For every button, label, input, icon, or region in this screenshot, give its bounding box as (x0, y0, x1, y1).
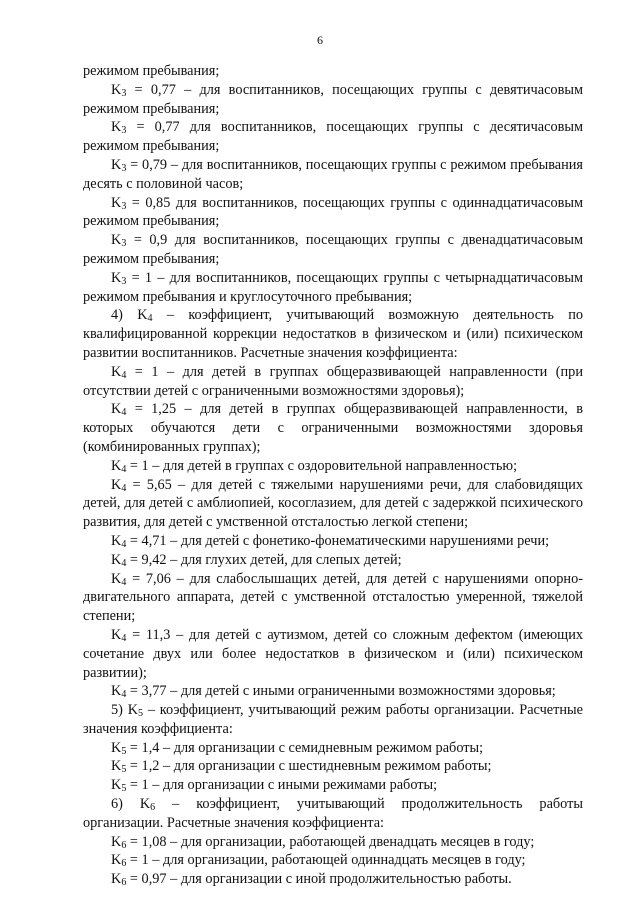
coefficient-symbol: K (111, 457, 122, 474)
paragraph (83, 870, 583, 889)
coefficient-subscript: 6 (150, 802, 156, 814)
coefficient-symbol: 5) K (111, 702, 139, 719)
paragraph-text: = 0,85 для воспитанников, посещающих группы с одиннадцатичасовым режимом пребывания; (83, 194, 583, 230)
coefficient-symbol: K (111, 551, 122, 568)
coefficient-symbol: K (111, 777, 122, 794)
coefficient-symbol: K (111, 871, 122, 888)
paragraph-text: = 5,65 – для детей с тяжелыми нарушениями речи, для слабовидящих детей, для детей с амблиопией, косоглазием, для детей с задержкой психического развития, для детей с умственной отсталостью легкой степени; (83, 476, 583, 531)
coefficient-subscript: 4 (121, 407, 127, 419)
paragraph (83, 532, 583, 551)
paragraph-text: = 7,06 – для слабослышащих детей, для детей с нарушениями опорно-двигательного аппарата, детей с умственной отсталостью умеренной, тяжелой степени; (83, 570, 583, 625)
coefficient-subscript: 4 (121, 463, 127, 475)
paragraph (83, 682, 583, 701)
coefficient-symbol: K (111, 81, 122, 98)
paragraph (83, 851, 583, 870)
coefficient-symbol: K (111, 758, 122, 775)
coefficient-subscript: 4 (121, 369, 127, 381)
coefficient-subscript: 4 (121, 689, 127, 701)
paragraph-text: = 0,97 – для организации с иной продолжительностью работы. (126, 871, 512, 888)
paragraph (83, 81, 583, 119)
paragraph-text: = 1,25 – для детей в группах общеразвивающей направленности, в которых обучаются дети с ограниченными возможностями здоровья (комбинированных группах); (83, 401, 583, 455)
document-body (83, 62, 583, 889)
coefficient-symbol: K (111, 232, 122, 249)
paragraph (83, 626, 583, 682)
paragraph-text: = 1 – для организации, работающей одиннадцать месяцев в году; (126, 852, 526, 869)
paragraph-text: = 1 – для воспитанников, посещающих группы с четырнадцатичасовым режимом пребывания и круглосуточного пребывания; (83, 269, 583, 305)
coefficient-subscript: 4 (121, 632, 127, 644)
paragraph (83, 231, 583, 269)
coefficient-subscript: 6 (121, 839, 127, 851)
coefficient-subscript: 4 (121, 576, 127, 588)
coefficient-symbol: K (111, 833, 122, 850)
paragraph-text: = 0,77 для воспитанников, посещающих группы с десятичасовым режимом пребывания; (83, 119, 583, 155)
coefficient-symbol: 4) K (111, 307, 148, 324)
paragraph (83, 457, 583, 476)
paragraph (83, 118, 583, 156)
coefficient-symbol: K (111, 852, 122, 869)
coefficient-symbol: K (111, 683, 122, 700)
paragraph-text: = 1 – для детей в группах с оздоровительной направленностью; (126, 457, 518, 474)
paragraph (83, 194, 583, 232)
coefficient-symbol: 6) K (111, 796, 151, 813)
paragraph-text: режимом пребывания; (83, 63, 220, 79)
coefficient-subscript: 6 (121, 858, 127, 870)
coefficient-subscript: 5 (121, 764, 127, 776)
paragraph-text: = 1 – для организации с иными режимами работы; (126, 777, 438, 794)
paragraph-text: – коэффициент, учитывающий режим работы организации. Расчетные значения коэффициента: (83, 702, 584, 737)
coefficient-subscript: 3 (121, 125, 127, 137)
coefficient-symbol: K (111, 626, 122, 643)
coefficient-symbol: K (111, 532, 122, 549)
paragraph-text: = 11,3 – для детей с аутизмом, детей со сложным дефектом (имеющих сочетание двух или более недостатков в физическом и (или) психическом развитии); (83, 626, 583, 681)
coefficient-symbol: K (111, 570, 122, 587)
coefficient-subscript: 6 (121, 877, 127, 889)
coefficient-subscript: 3 (121, 275, 127, 287)
coefficient-subscript: 4 (147, 313, 153, 325)
paragraph-text: = 1,08 – для организации, работающей двенадцать месяцев в году; (126, 833, 535, 850)
coefficient-symbol: K (111, 269, 122, 286)
coefficient-subscript: 3 (121, 87, 127, 99)
paragraph (83, 476, 583, 532)
paragraph (83, 62, 583, 81)
paragraph (83, 701, 583, 739)
paragraph (83, 551, 583, 570)
coefficient-subscript: 5 (121, 745, 127, 757)
coefficient-symbol: K (111, 156, 122, 173)
paragraph-text: = 3,77 – для детей с иными ограниченными возможностями здоровья; (126, 683, 556, 700)
paragraph-text: = 1,4 – для организации с семидневным режимом работы; (126, 739, 484, 756)
paragraph-text: – коэффициент, учитывающий продолжительность работы организации. Расчетные значения коэффициента: (83, 796, 583, 831)
coefficient-subscript: 3 (121, 162, 127, 174)
paragraph (83, 757, 583, 776)
paragraph (83, 363, 583, 401)
coefficient-symbol: K (111, 739, 122, 756)
page-number: 6 (317, 33, 323, 47)
coefficient-symbol: K (111, 401, 122, 418)
coefficient-subscript: 5 (121, 783, 127, 795)
paragraph-text: = 1 – для детей в группах общеразвивающей направленности (при отсутствии детей с ограниченными возможностями здоровья); (83, 363, 583, 399)
paragraph (83, 795, 583, 833)
coefficient-symbol: K (111, 363, 122, 380)
paragraph-text: = 0,77 – для воспитанников, посещающих группы с девятичасовым режимом пребывания; (83, 81, 583, 117)
paragraph (83, 306, 583, 362)
paragraph-text: – коэффициент, учитывающий возможную деятельность по квалифицированной коррекции недостатков в физическом и (или) психическом развитии воспитанников. Расчетные значения коэффициента: (83, 307, 583, 361)
coefficient-subscript: 3 (121, 238, 127, 250)
coefficient-subscript: 4 (121, 538, 127, 550)
coefficient-subscript: 4 (121, 557, 127, 569)
paragraph (83, 776, 583, 795)
coefficient-symbol: K (111, 119, 122, 136)
coefficient-symbol: K (111, 194, 122, 211)
paragraph (83, 833, 583, 852)
coefficient-symbol: K (111, 476, 122, 493)
coefficient-subscript: 3 (121, 200, 127, 212)
paragraph-text: = 9,42 – для глухих детей, для слепых детей; (126, 551, 402, 568)
paragraph-text: = 0,9 для воспитанников, посещающих группы с двенадцатичасовым режимом пребывания; (83, 232, 583, 267)
paragraph (83, 269, 583, 307)
paragraph (83, 156, 583, 194)
paragraph (83, 400, 583, 456)
coefficient-subscript: 4 (121, 482, 127, 494)
paragraph (83, 739, 583, 758)
coefficient-subscript: 5 (138, 708, 144, 720)
paragraph (83, 570, 583, 626)
paragraph-text: = 1,2 – для организации с шестидневным режимом работы; (126, 758, 492, 775)
paragraph-text: = 4,71 – для детей с фонетико-фонематическими нарушениями речи; (126, 532, 550, 549)
paragraph-text: = 0,79 – для воспитанников, посещающих группы с режимом пребывания десять с половиной часов; (83, 156, 583, 192)
